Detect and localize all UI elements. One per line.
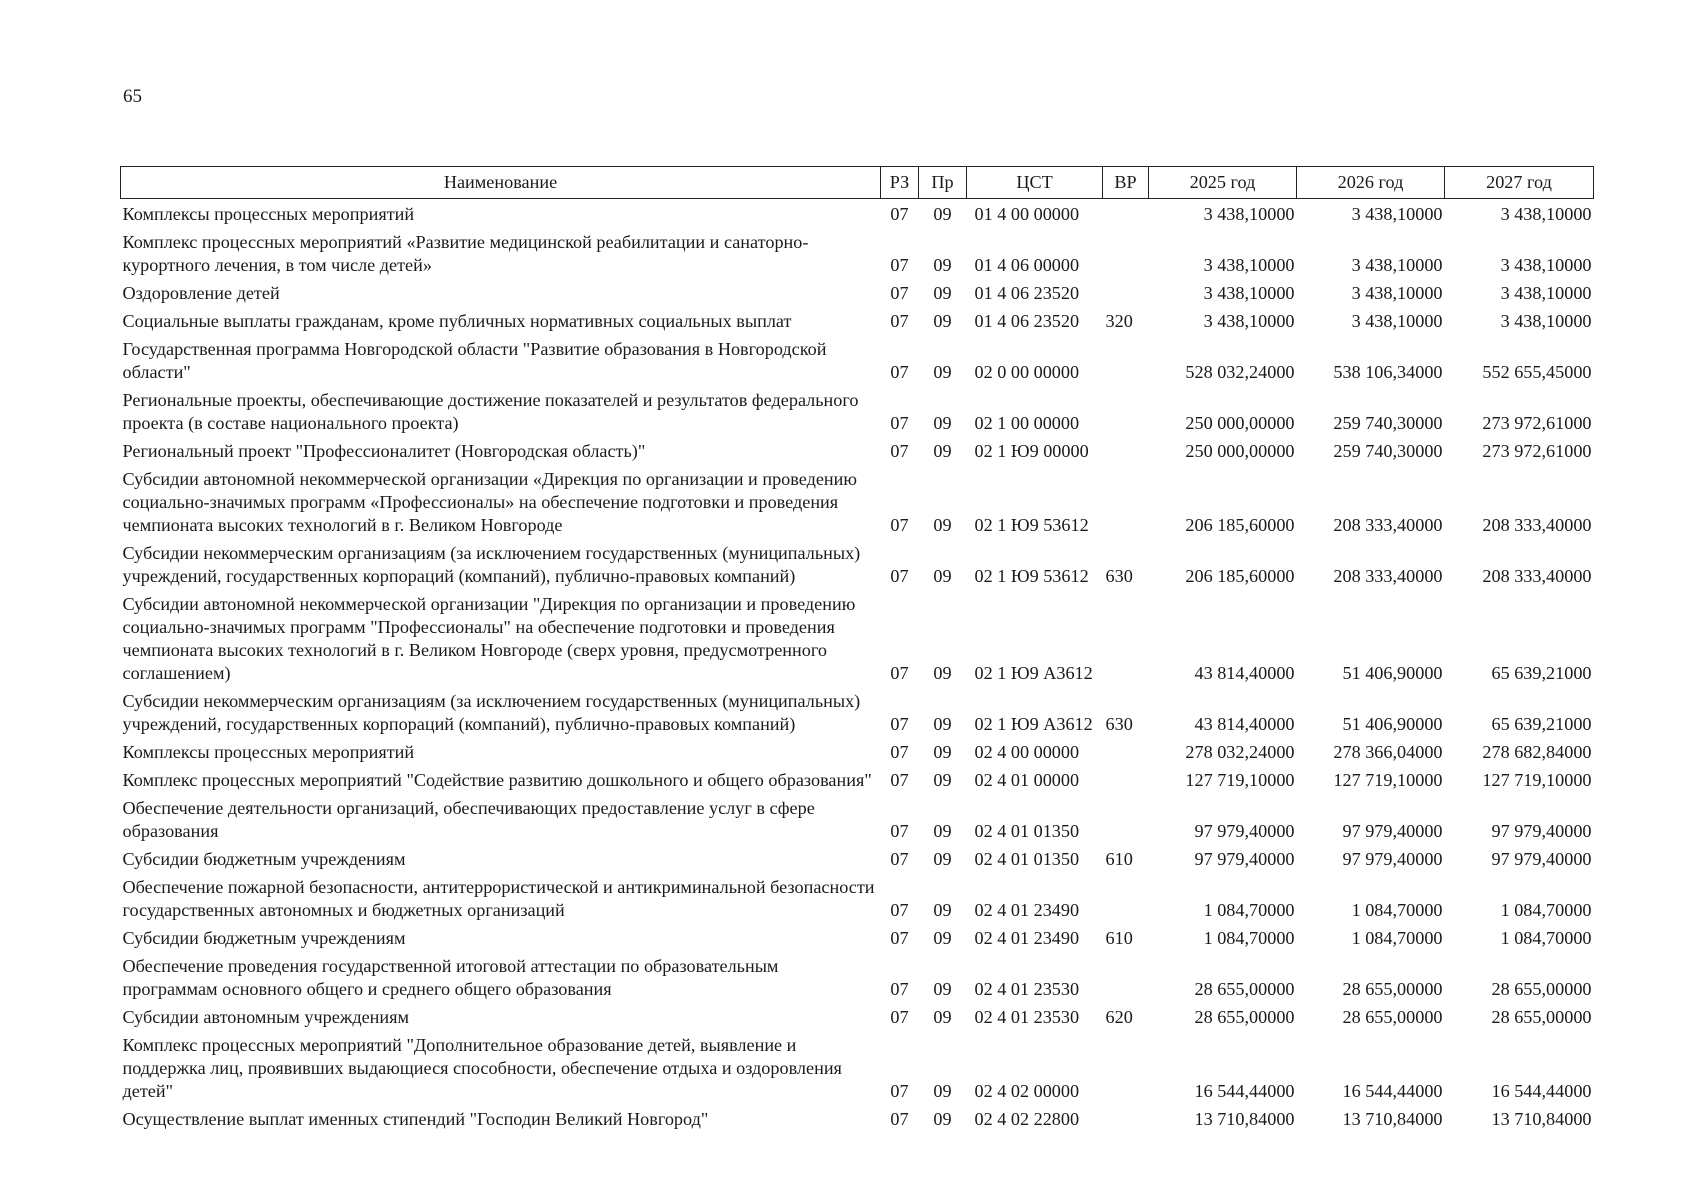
row-vr-cell: 610 bbox=[1105, 849, 1133, 869]
row-2027-cell: 16 544,44000 bbox=[1491, 1081, 1592, 1101]
row-cst-cell: 02 4 01 01350 bbox=[974, 821, 1080, 841]
row-cst-cell: 01 4 06 23520 bbox=[974, 283, 1080, 303]
row-vr-cell: 630 bbox=[1105, 566, 1133, 586]
row-vr-cell bbox=[1103, 389, 1149, 440]
row-2026-cell: 538 106,34000 bbox=[1333, 362, 1443, 382]
row-vr-cell bbox=[1103, 1034, 1149, 1108]
row-rz-cell: 07 bbox=[890, 821, 909, 841]
row-pr-cell: 09 bbox=[933, 821, 952, 841]
row-name-cell: Комплексы процессных мероприятий bbox=[122, 204, 415, 224]
row-2026-cell: 259 740,30000 bbox=[1333, 441, 1443, 461]
row-2026-cell: 3 438,10000 bbox=[1351, 255, 1443, 275]
table-row bbox=[121, 282, 1594, 310]
row-cst-cell: 01 4 00 00000 bbox=[974, 204, 1080, 224]
header-rz: РЗ bbox=[881, 167, 919, 199]
row-rz-cell: 07 bbox=[890, 441, 909, 461]
row-2026-cell: 97 979,40000 bbox=[1342, 821, 1443, 841]
row-2026-cell: 259 740,30000 bbox=[1333, 413, 1443, 433]
row-pr-cell: 09 bbox=[933, 283, 952, 303]
row-2027-cell: 278 682,84000 bbox=[1482, 742, 1592, 762]
row-2026-cell: 1 084,70000 bbox=[1351, 900, 1443, 920]
row-2027-cell: 3 438,10000 bbox=[1500, 204, 1592, 224]
row-2027-cell: 3 438,10000 bbox=[1500, 255, 1592, 275]
row-cst-cell: 02 4 01 23490 bbox=[974, 900, 1080, 920]
row-rz-cell: 07 bbox=[890, 204, 909, 224]
row-pr-cell: 09 bbox=[933, 1007, 952, 1027]
table-row bbox=[121, 389, 1594, 440]
row-2026-cell: 28 655,00000 bbox=[1342, 979, 1443, 999]
row-2025-cell: 43 814,40000 bbox=[1194, 714, 1295, 734]
row-name-cell: Субсидии автономной некоммерческой организации "Дирекция по организации и проведению социально-значимых программ "Профессионалы" на обеспечение подготовки и проведения чемпионата высоких технологий в г. Великом Новгороде (сверх уровня, предусмотренного соглашением) bbox=[122, 594, 856, 683]
row-cst-cell: 02 4 00 00000 bbox=[974, 742, 1080, 762]
row-2025-cell: 13 710,84000 bbox=[1194, 1109, 1295, 1129]
table-row bbox=[121, 955, 1594, 1006]
table-row bbox=[121, 542, 1594, 593]
row-2025-cell: 250 000,00000 bbox=[1185, 441, 1295, 461]
row-2025-cell: 16 544,44000 bbox=[1194, 1081, 1295, 1101]
table-body bbox=[121, 199, 1594, 1137]
row-2027-cell: 97 979,40000 bbox=[1491, 821, 1592, 841]
header-cst: ЦСТ bbox=[967, 167, 1103, 199]
row-vr-cell bbox=[1103, 741, 1149, 769]
row-name-cell: Субсидии автономным учреждениям bbox=[122, 1007, 410, 1027]
row-2026-cell: 97 979,40000 bbox=[1342, 849, 1443, 869]
row-2025-cell: 28 655,00000 bbox=[1194, 979, 1295, 999]
row-rz-cell: 07 bbox=[890, 928, 909, 948]
row-2027-cell: 3 438,10000 bbox=[1500, 283, 1592, 303]
row-2025-cell: 3 438,10000 bbox=[1203, 283, 1295, 303]
row-cst-cell: 02 4 01 00000 bbox=[974, 770, 1080, 790]
row-pr-cell: 09 bbox=[933, 770, 952, 790]
row-pr-cell: 09 bbox=[933, 311, 952, 331]
row-2025-cell: 1 084,70000 bbox=[1203, 900, 1295, 920]
row-vr-cell: 610 bbox=[1105, 928, 1133, 948]
row-rz-cell: 07 bbox=[890, 1007, 909, 1027]
page-number: 65 bbox=[123, 86, 142, 107]
row-2025-cell: 1 084,70000 bbox=[1203, 928, 1295, 948]
row-pr-cell: 09 bbox=[933, 204, 952, 224]
row-2027-cell: 208 333,40000 bbox=[1482, 515, 1592, 535]
table-row bbox=[121, 690, 1594, 741]
row-2025-cell: 3 438,10000 bbox=[1203, 311, 1295, 331]
row-cst-cell: 02 1 Ю9 А3612 bbox=[974, 714, 1093, 734]
budget-table-container bbox=[120, 166, 1593, 1136]
row-2025-cell: 43 814,40000 bbox=[1194, 663, 1295, 683]
row-vr-cell bbox=[1103, 955, 1149, 1006]
row-name-cell: Государственная программа Новгородской области "Развитие образования в Новгородской области" bbox=[122, 339, 827, 382]
row-cst-cell: 02 1 Ю9 53612 bbox=[974, 515, 1089, 535]
row-rz-cell: 07 bbox=[890, 770, 909, 790]
row-2027-cell: 28 655,00000 bbox=[1491, 979, 1592, 999]
row-vr-cell bbox=[1103, 797, 1149, 848]
table-row bbox=[121, 338, 1594, 389]
row-2025-cell: 206 185,60000 bbox=[1185, 515, 1295, 535]
row-2027-cell: 13 710,84000 bbox=[1491, 1109, 1592, 1129]
row-2026-cell: 278 366,04000 bbox=[1333, 742, 1443, 762]
row-name-cell: Региональные проекты, обеспечивающие достижение показателей и результатов федерального проекта (в составе национального проекта) bbox=[122, 390, 859, 433]
row-2027-cell: 273 972,61000 bbox=[1482, 413, 1592, 433]
row-pr-cell: 09 bbox=[933, 979, 952, 999]
row-pr-cell: 09 bbox=[933, 362, 952, 382]
row-pr-cell: 09 bbox=[933, 1109, 952, 1129]
row-pr-cell: 09 bbox=[933, 849, 952, 869]
row-cst-cell: 02 1 Ю9 00000 bbox=[974, 441, 1089, 461]
row-rz-cell: 07 bbox=[890, 566, 909, 586]
table-row bbox=[121, 1034, 1594, 1108]
row-vr-cell bbox=[1103, 282, 1149, 310]
row-rz-cell: 07 bbox=[890, 362, 909, 382]
row-2027-cell: 273 972,61000 bbox=[1482, 441, 1592, 461]
row-name-cell: Обеспечение пожарной безопасности, антитеррористической и антикриминальной безопасности государственных автономных и бюджетных организаций bbox=[122, 877, 875, 920]
row-vr-cell bbox=[1103, 338, 1149, 389]
row-2025-cell: 278 032,24000 bbox=[1185, 742, 1295, 762]
row-cst-cell: 02 4 01 01350 bbox=[974, 849, 1080, 869]
row-pr-cell: 09 bbox=[933, 928, 952, 948]
row-2027-cell: 208 333,40000 bbox=[1482, 566, 1592, 586]
row-pr-cell: 09 bbox=[933, 413, 952, 433]
table-row bbox=[121, 199, 1594, 232]
row-rz-cell: 07 bbox=[890, 283, 909, 303]
row-2026-cell: 127 719,10000 bbox=[1333, 770, 1443, 790]
header-name: Наименование bbox=[121, 167, 881, 199]
row-pr-cell: 09 bbox=[933, 515, 952, 535]
row-2027-cell: 1 084,70000 bbox=[1500, 928, 1592, 948]
header-vr: ВР bbox=[1103, 167, 1149, 199]
row-2025-cell: 250 000,00000 bbox=[1185, 413, 1295, 433]
row-rz-cell: 07 bbox=[890, 255, 909, 275]
row-vr-cell bbox=[1103, 199, 1149, 232]
table-row bbox=[121, 468, 1594, 542]
row-cst-cell: 02 4 01 23490 bbox=[974, 928, 1080, 948]
row-vr-cell bbox=[1103, 593, 1149, 690]
header-pr: Пр bbox=[919, 167, 967, 199]
row-2027-cell: 65 639,21000 bbox=[1491, 714, 1592, 734]
row-cst-cell: 02 1 Ю9 А3612 bbox=[974, 663, 1093, 683]
row-name-cell: Субсидии бюджетным учреждениям bbox=[122, 849, 406, 869]
header-2025: 2025 год bbox=[1149, 167, 1297, 199]
header-row bbox=[121, 167, 1594, 199]
row-vr-cell bbox=[1103, 1108, 1149, 1136]
row-vr-cell: 620 bbox=[1105, 1007, 1133, 1027]
row-cst-cell: 01 4 06 23520 bbox=[974, 311, 1080, 331]
row-name-cell: Осуществление выплат именных стипендий "Господин Великий Новгород" bbox=[122, 1109, 709, 1129]
row-2025-cell: 97 979,40000 bbox=[1194, 849, 1295, 869]
table-row bbox=[121, 1006, 1594, 1034]
row-rz-cell: 07 bbox=[890, 311, 909, 331]
row-name-cell: Субсидии некоммерческим организациям (за исключением государственных (муниципальных) учреждений, государственных корпораций (компаний), публично-правовых компаний) bbox=[122, 543, 861, 586]
table-row bbox=[121, 876, 1594, 927]
row-2025-cell: 97 979,40000 bbox=[1194, 821, 1295, 841]
row-2026-cell: 1 084,70000 bbox=[1351, 928, 1443, 948]
row-rz-cell: 07 bbox=[890, 413, 909, 433]
row-name-cell: Обеспечение деятельности организаций, обеспечивающих предоставление услуг в сфере образования bbox=[122, 798, 815, 841]
table-row bbox=[121, 310, 1594, 338]
row-2025-cell: 127 719,10000 bbox=[1185, 770, 1295, 790]
row-cst-cell: 02 4 01 23530 bbox=[974, 1007, 1080, 1027]
row-vr-cell: 320 bbox=[1105, 311, 1133, 331]
row-pr-cell: 09 bbox=[933, 255, 952, 275]
row-2025-cell: 528 032,24000 bbox=[1185, 362, 1295, 382]
row-vr-cell bbox=[1103, 769, 1149, 797]
row-rz-cell: 07 bbox=[890, 515, 909, 535]
row-rz-cell: 07 bbox=[890, 742, 909, 762]
row-rz-cell: 07 bbox=[890, 979, 909, 999]
table-row bbox=[121, 231, 1594, 282]
row-cst-cell: 02 0 00 00000 bbox=[974, 362, 1080, 382]
table-row bbox=[121, 848, 1594, 876]
header-2026: 2026 год bbox=[1297, 167, 1445, 199]
row-name-cell: Социальные выплаты гражданам, кроме публичных нормативных социальных выплат bbox=[122, 311, 792, 331]
row-cst-cell: 01 4 06 00000 bbox=[974, 255, 1080, 275]
row-pr-cell: 09 bbox=[933, 566, 952, 586]
row-name-cell: Оздоровление детей bbox=[122, 283, 280, 303]
row-2027-cell: 97 979,40000 bbox=[1491, 849, 1592, 869]
row-rz-cell: 07 bbox=[890, 1109, 909, 1129]
row-2026-cell: 3 438,10000 bbox=[1351, 283, 1443, 303]
table-row bbox=[121, 797, 1594, 848]
row-2026-cell: 3 438,10000 bbox=[1351, 204, 1443, 224]
row-vr-cell: 630 bbox=[1105, 714, 1133, 734]
row-2027-cell: 127 719,10000 bbox=[1482, 770, 1592, 790]
row-2027-cell: 65 639,21000 bbox=[1491, 663, 1592, 683]
table-row bbox=[121, 741, 1594, 769]
row-name-cell: Комплексы процессных мероприятий bbox=[122, 742, 415, 762]
budget-table bbox=[120, 166, 1594, 1136]
table-row bbox=[121, 927, 1594, 955]
row-rz-cell: 07 bbox=[890, 663, 909, 683]
table-row bbox=[121, 769, 1594, 797]
row-cst-cell: 02 1 Ю9 53612 bbox=[974, 566, 1089, 586]
row-2026-cell: 3 438,10000 bbox=[1351, 311, 1443, 331]
row-pr-cell: 09 bbox=[933, 663, 952, 683]
row-cst-cell: 02 4 02 00000 bbox=[974, 1081, 1080, 1101]
row-2025-cell: 3 438,10000 bbox=[1203, 204, 1295, 224]
row-2026-cell: 13 710,84000 bbox=[1342, 1109, 1443, 1129]
row-vr-cell bbox=[1103, 468, 1149, 542]
table-header bbox=[121, 167, 1594, 199]
row-pr-cell: 09 bbox=[933, 714, 952, 734]
row-rz-cell: 07 bbox=[890, 849, 909, 869]
table-row bbox=[121, 1108, 1594, 1136]
row-name-cell: Субсидии бюджетным учреждениям bbox=[122, 928, 406, 948]
row-name-cell: Региональный проект "Профессионалитет (Новгородская область)" bbox=[122, 441, 646, 461]
row-name-cell: Субсидии некоммерческим организациям (за исключением государственных (муниципальных) учреждений, государственных корпораций (компаний), публично-правовых компаний) bbox=[122, 691, 861, 734]
table-row bbox=[121, 593, 1594, 690]
row-2026-cell: 51 406,90000 bbox=[1342, 714, 1443, 734]
row-name-cell: Комплекс процессных мероприятий "Дополнительное образование детей, выявление и поддержка лиц, проявивших выдающиеся способности, обеспечение отдыха и оздоровления детей" bbox=[122, 1035, 842, 1101]
row-rz-cell: 07 bbox=[890, 714, 909, 734]
row-name-cell: Субсидии автономной некоммерческой организации «Дирекция по организации и проведению социально-значимых программ «Профессионалы» на обеспечение подготовки и проведения чемпионата высоких технологий в г. Великом Новгороде bbox=[122, 469, 857, 535]
row-name-cell: Обеспечение проведения государственной итоговой аттестации по образовательным программам основного общего и среднего общего образования bbox=[122, 956, 779, 999]
header-2027: 2027 год bbox=[1445, 167, 1594, 199]
row-2026-cell: 28 655,00000 bbox=[1342, 1007, 1443, 1027]
row-vr-cell bbox=[1103, 876, 1149, 927]
row-2025-cell: 206 185,60000 bbox=[1185, 566, 1295, 586]
row-name-cell: Комплекс процессных мероприятий «Развитие медицинской реабилитации и санаторно-курортного лечения, в том числе детей» bbox=[122, 232, 809, 275]
row-2025-cell: 28 655,00000 bbox=[1194, 1007, 1295, 1027]
row-rz-cell: 07 bbox=[890, 1081, 909, 1101]
row-2027-cell: 28 655,00000 bbox=[1491, 1007, 1592, 1027]
row-pr-cell: 09 bbox=[933, 1081, 952, 1101]
row-pr-cell: 09 bbox=[933, 441, 952, 461]
row-2027-cell: 1 084,70000 bbox=[1500, 900, 1592, 920]
row-name-cell: Комплекс процессных мероприятий "Содействие развитию дошкольного и общего образования" bbox=[122, 770, 872, 790]
row-2026-cell: 16 544,44000 bbox=[1342, 1081, 1443, 1101]
row-rz-cell: 07 bbox=[890, 900, 909, 920]
row-2027-cell: 3 438,10000 bbox=[1500, 311, 1592, 331]
row-pr-cell: 09 bbox=[933, 900, 952, 920]
row-2026-cell: 51 406,90000 bbox=[1342, 663, 1443, 683]
row-2025-cell: 3 438,10000 bbox=[1203, 255, 1295, 275]
row-2026-cell: 208 333,40000 bbox=[1333, 566, 1443, 586]
row-vr-cell bbox=[1103, 440, 1149, 468]
table-row bbox=[121, 440, 1594, 468]
row-pr-cell: 09 bbox=[933, 742, 952, 762]
row-cst-cell: 02 4 01 23530 bbox=[974, 979, 1080, 999]
row-vr-cell bbox=[1103, 231, 1149, 282]
row-cst-cell: 02 4 02 22800 bbox=[974, 1109, 1080, 1129]
row-2027-cell: 552 655,45000 bbox=[1482, 362, 1592, 382]
row-2026-cell: 208 333,40000 bbox=[1333, 515, 1443, 535]
row-cst-cell: 02 1 00 00000 bbox=[974, 413, 1080, 433]
